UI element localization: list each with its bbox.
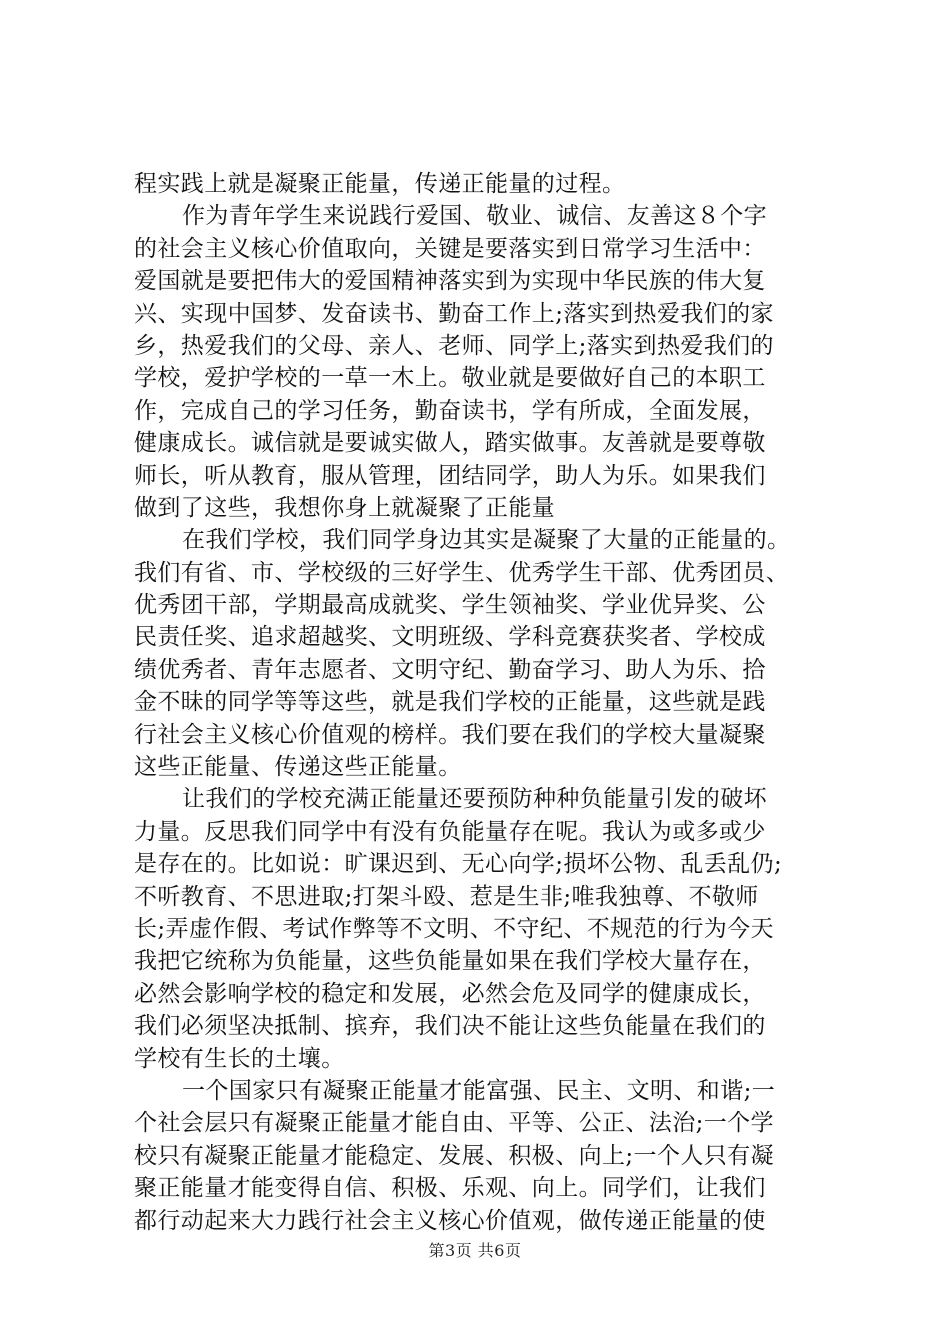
text-line: 我们必须坚决抵制、摈弃，我们决不能让这些负能量在我们的 [134,1013,766,1040]
text-line: 我把它统称为负能量，这些负能量如果在我们学校大量存在， [134,948,766,975]
text-line: 绩优秀者、青年志愿者、文明守纪、勤奋学习、助人为乐、拾 [134,656,766,683]
paragraph-first-line: 作为青年学生来说践行爱国、敬业、诚信、友善这８个字 [182,203,767,230]
page-footer: 第3页 共6页 [428,1241,522,1260]
paragraph-first-line: 一个国家只有凝聚正能量才能富强、民主、文明、和谐;一 [182,1077,776,1104]
text-line: 爱国就是要把伟大的爱国精神落实到为实现中华民族的伟大复 [134,268,766,295]
text-line: 师长，听从教育，服从管理，团结同学，助人为乐。如果我们 [134,462,766,489]
text-line: 学校有生长的土壤。 [134,1045,345,1072]
text-line: 必然会影响学校的稳定和发展，必然会危及同学的健康成长， [134,980,766,1007]
text-line: 行社会主义核心价值观的榜样。我们要在我们的学校大量凝聚 [134,721,766,748]
text-line: 健康成长。诚信就是要诚实做人，踏实做事。友善就是要尊敬 [134,430,766,457]
text-line: 的社会主义核心价值取向，关键是要落实到日常学习生活中： [134,235,766,262]
text-line: 兴、实现中国梦、发奋读书、勤奋工作上;落实到热爱我们的家 [134,300,774,327]
text-line: 金不昧的同学等等这些，就是我们学校的正能量，这些就是践 [134,689,766,716]
text-line: 作，完成自己的学习任务，勤奋读书，学有所成，全面发展， [134,397,766,424]
text-line: 不听教育、不思进取;打架斗殴、惹是生非;唯我独尊、不敬师 [134,883,759,910]
text-line: 是存在的。比如说：旷课迟到、无心向学;损坏公物、乱丢乱仍; [134,851,783,878]
text-line: 校只有凝聚正能量才能稳定、发展、积极、向上;一个人只有凝 [134,1142,774,1169]
text-line: 力量。反思我们同学中有没有负能量存在呢。我认为或多或少 [134,818,766,845]
text-line: 我们有省、市、学校级的三好学生、优秀学生干部、优秀团员、 [134,559,790,586]
text-line: 学校，爱护学校的一草一木上。敬业就是要做好自己的本职工 [134,365,766,392]
text-line: 优秀团干部，学期最高成就奖、学生领袖奖、学业优异奖、公 [134,592,766,619]
text-line: 做到了这些，我想你身上就凝聚了正能量 [134,494,556,521]
text-line: 民责任奖、追求超越奖、文明班级、学科竞赛获奖者、学校成 [134,624,766,651]
text-line: 个社会层只有凝聚正能量才能自由、平等、公正、法治;一个学 [134,1110,774,1137]
text-line: 长;弄虚作假、考试作弊等不文明、不守纪、不规范的行为今天 [134,915,774,942]
text-line: 都行动起来大力践行社会主义核心价值观，做传递正能量的使 [134,1207,766,1234]
paragraph-first-line: 让我们的学校充满正能量还要预防种种负能量引发的破坏 [182,786,767,813]
paragraph-first-line: 在我们学校，我们同学身边其实是凝聚了大量的正能量的。 [182,527,791,554]
document-body [134,168,834,1237]
text-line: 聚正能量才能变得自信、积极、乐观、向上。同学们，让我们 [134,1175,766,1202]
text-line: 这些正能量、传递这些正能量。 [134,754,462,781]
text-line: 程实践上就是凝聚正能量，传递正能量的过程。 [134,171,626,197]
text-line: 乡，热爱我们的父母、亲人、老师、同学上;落实到热爱我们的 [134,332,774,359]
